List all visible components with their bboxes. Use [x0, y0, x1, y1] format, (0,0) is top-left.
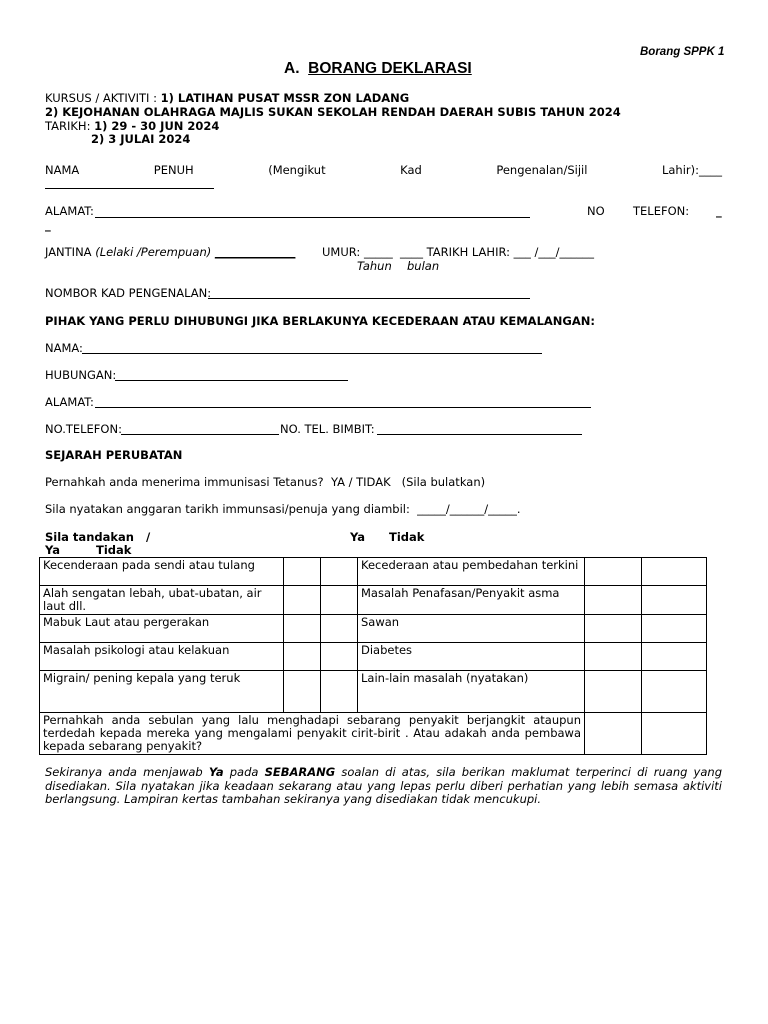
title-text: BORANG DEKLARASI [308, 60, 472, 77]
table-row [40, 586, 707, 615]
table-row [40, 615, 707, 643]
course-item-2: 2) KEJOHANAN OLAHRAGA MAJLIS SUKAN SEKOLAH RENDAH DAERAH SUBIS TAHUN 2024 [45, 105, 621, 119]
no-checkbox[interactable] [321, 586, 358, 615]
yes-checkbox[interactable] [585, 558, 642, 586]
course-line-1 [45, 91, 409, 105]
tetanus-question: Pernahkah anda menerima immunisasi Tetanus? [45, 475, 324, 489]
name-word: Lahir):____ [661, 163, 722, 177]
yes-checkbox[interactable] [284, 586, 321, 615]
no-checkbox[interactable] [642, 558, 707, 586]
tetanus-options[interactable]: YA / TIDAK [330, 475, 391, 489]
no-checkbox[interactable] [642, 671, 707, 713]
yes-checkbox[interactable] [585, 713, 642, 755]
yes-checkbox[interactable] [284, 615, 321, 643]
relation-field[interactable] [115, 380, 348, 381]
ic-field[interactable] [208, 298, 530, 299]
yes-checkbox[interactable] [284, 671, 321, 713]
tetanus-row [45, 475, 485, 489]
mobile-field[interactable] [377, 434, 582, 435]
no-checkbox[interactable] [642, 615, 707, 643]
dob-label: TARIKH LAHIR: [426, 245, 510, 259]
emergency-address-label: ALAMAT: [45, 395, 94, 409]
no-label: NO [587, 204, 605, 218]
full-name-field[interactable] [45, 188, 214, 189]
dob-field[interactable]: ___ /___/______ [513, 245, 595, 259]
date-1: 1) 29 - 30 JUN 2024 [94, 119, 220, 133]
no-checkbox[interactable] [321, 615, 358, 643]
no-checkbox[interactable] [321, 643, 358, 671]
relation-label: HUBUNGAN: [45, 368, 117, 382]
table-row [40, 713, 707, 755]
yes-checkbox[interactable] [585, 643, 642, 671]
form-code: Borang SPPK 1 [640, 46, 725, 58]
name-word: PENUH [153, 163, 194, 177]
name-word: (Mengikut [268, 163, 326, 177]
no-checkbox[interactable] [321, 671, 358, 713]
condition-label: Migrain/ pening kepala yang teruk [40, 671, 284, 713]
title-prefix: A. [284, 60, 300, 77]
age-month-caption: bulan [407, 259, 440, 273]
medical-history-table [39, 557, 707, 755]
condition-label: Lain-lain masalah (nyatakan) [358, 671, 585, 713]
footer-ya: Ya [208, 765, 224, 779]
course-label: KURSUS / AKTIVITI : [45, 91, 157, 105]
emergency-phone-field[interactable] [121, 434, 279, 435]
age-year-caption: Tahun [357, 259, 392, 273]
phone-field-continued[interactable]: _ [45, 218, 51, 232]
gender-label: JANTINA [45, 245, 92, 259]
yes-checkbox[interactable] [585, 671, 642, 713]
no-header-right: Tidak [389, 530, 425, 544]
yes-checkbox[interactable] [284, 558, 321, 586]
immunisation-date-row [45, 502, 521, 516]
page-title [284, 60, 472, 78]
phone-label: TELEFON: [633, 204, 690, 218]
address-label: ALAMAT: [45, 204, 94, 218]
infection-question: Pernahkah anda sebulan yang lalu menghadapi sebarang penyakit berjangkit ataupun terdedah kepada mereka yang mengalami penyakit cirit-birit . Atau adakah anda pembawa kepada sebarang penyakit? [40, 713, 585, 755]
yes-checkbox[interactable] [585, 615, 642, 643]
footer-note [45, 766, 722, 807]
condition-label: Mabuk Laut atau pergerakan [40, 615, 284, 643]
address-field[interactable] [95, 217, 530, 218]
condition-label: Masalah psikologi atau kelakuan [40, 643, 284, 671]
emergency-phone-label: NO.TELEFON: [45, 422, 122, 436]
tick-instruction [45, 530, 150, 544]
condition-label: Kecenderaan pada sendi atau tulang [40, 558, 284, 586]
condition-label: Kecederaan atau pembedahan terkini [358, 558, 585, 586]
age-row [322, 245, 594, 259]
footer-text-3: soalan di atas, sila berikan maklumat terperinci di ruang yang disediakan. Sila nyatakan jika keadaan sekarang atau yang lepas perlu diberi perhatian yang lebih semasa aktiviti berlangsung. Lampiran kertas tambahan sekiranya yang disediakan tidak mencukupi. [45, 765, 723, 806]
immunisation-date-field[interactable]: _____/______/_____. [417, 502, 521, 516]
table-row [40, 643, 707, 671]
no-checkbox[interactable] [321, 558, 358, 586]
course-date-line [45, 119, 219, 133]
condition-label: Alah sengatan lebah, ubat-ubatan, air laut dll. [40, 586, 284, 615]
footer-sebarang: SEBARANG [264, 765, 336, 779]
name-word: Pengenalan/Sijil [496, 163, 588, 177]
course-item-1: 1) LATIHAN PUSAT MSSR ZON LADANG [160, 91, 410, 105]
medical-heading: SEJARAH PERUBATAN [45, 448, 183, 462]
full-name-row [45, 163, 722, 177]
condition-label: Sawan [358, 615, 585, 643]
table-row [40, 558, 707, 586]
immunisation-date-question: Sila nyatakan anggaran tarikh immunsasi/penuja yang diambil: [45, 502, 410, 516]
condition-label: Diabetes [358, 643, 585, 671]
no-header-left: Tidak [96, 543, 132, 557]
no-checkbox[interactable] [642, 643, 707, 671]
tetanus-note: (Sila bulatkan) [401, 475, 486, 489]
yes-checkbox[interactable] [284, 643, 321, 671]
gender-row [45, 245, 295, 259]
no-checkbox[interactable] [642, 586, 707, 615]
yes-header-right: Ya [350, 530, 366, 544]
emergency-heading: PIHAK YANG PERLU DIHUBUNGI JIKA BERLAKUNYA KECEDERAAN ATAU KEMALANGAN: [45, 314, 595, 328]
emergency-address-field[interactable] [95, 407, 591, 408]
gender-field[interactable]: ______________ [214, 245, 296, 259]
age-label: UMUR: [322, 245, 361, 259]
tick-mark: / [145, 530, 151, 544]
ic-label: NOMBOR KAD PENGENALAN: [45, 286, 212, 300]
tick-label: Sila tandakan [45, 530, 134, 544]
name-word: Kad [400, 163, 422, 177]
mobile-label: NO. TEL. BIMBIT: [280, 422, 375, 436]
footer-text-2: pada [229, 765, 259, 779]
footer-text-1: Sekiranya anda menjawab [45, 765, 203, 779]
date-label: TARIKH: [45, 119, 91, 133]
emergency-name-field[interactable] [82, 353, 542, 354]
emergency-name-label: NAMA: [45, 341, 83, 355]
yes-header-left: Ya [45, 543, 61, 557]
date-2: 2) 3 JULAI 2024 [91, 132, 191, 146]
phone-field[interactable]: _ [716, 204, 722, 218]
yes-checkbox[interactable] [585, 586, 642, 615]
name-word: NAMA [45, 163, 80, 177]
gender-options: (Lelaki /Perempuan) [95, 245, 212, 259]
table-row [40, 671, 707, 713]
age-month-field[interactable]: ____ [400, 245, 423, 259]
age-year-field[interactable]: _____ [363, 245, 393, 259]
condition-label: Masalah Penafasan/Penyakit asma [358, 586, 585, 615]
no-checkbox[interactable] [642, 713, 707, 755]
